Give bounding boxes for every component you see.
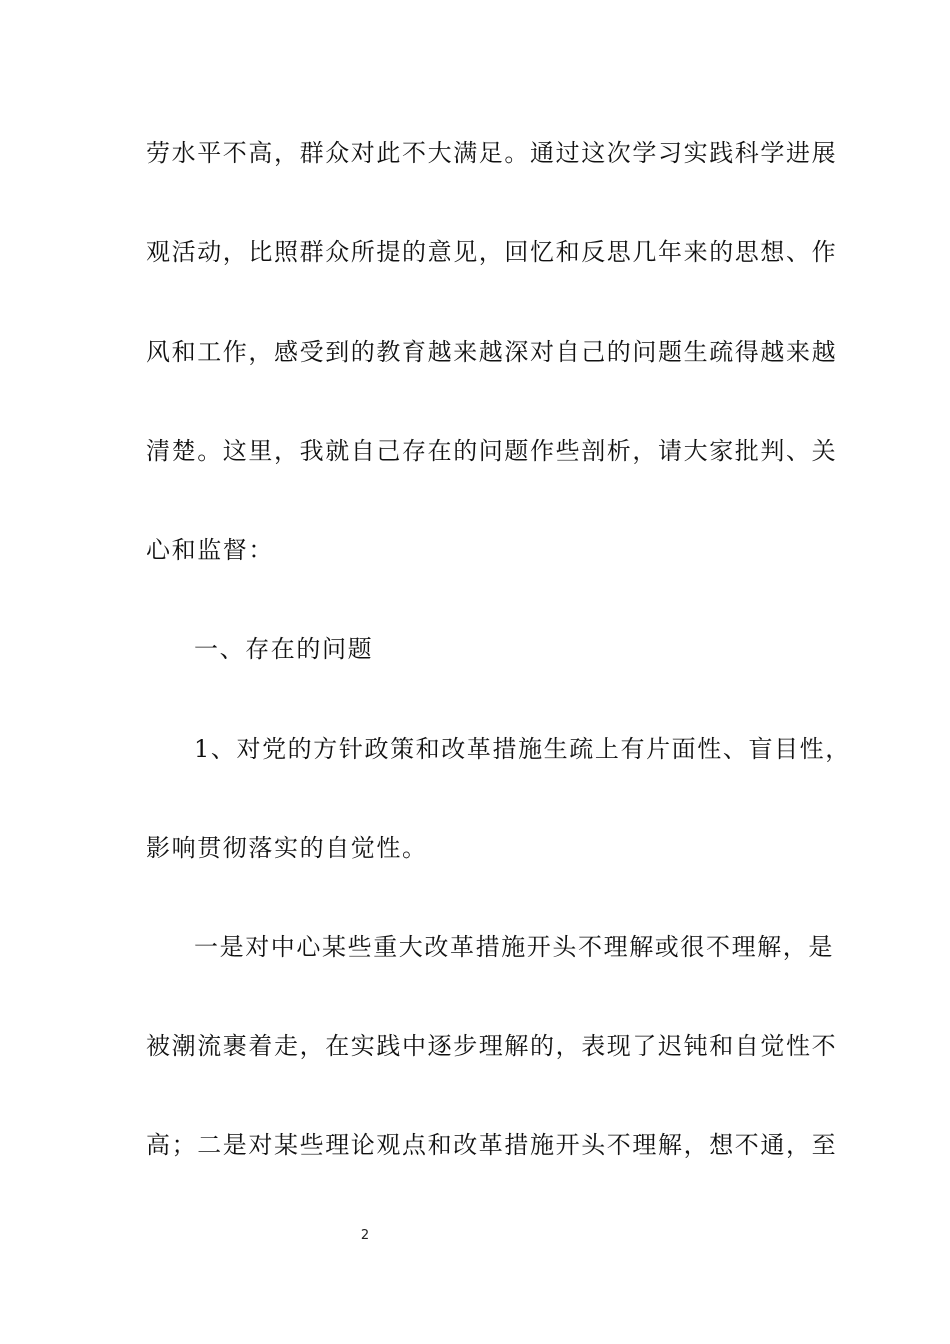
body-text-line: 风和工作，感受到的教育越来越深对自己的问题生疏得越来越 (146, 338, 838, 366)
page-number: 2 (360, 1228, 370, 1243)
body-text-line: 高；二是对某些理论观点和改革措施开头不理解，想不通，至 (146, 1131, 838, 1159)
body-text-line: 心和监督： (146, 536, 274, 564)
body-text-line: 影响贯彻落实的自觉性。 (146, 834, 428, 862)
section-heading: 一、存在的问题 (194, 635, 374, 663)
subsection-heading: 1、对党的方针政策和改革措施生疏上有片面性、盲目性， (194, 735, 851, 763)
body-text-line: 清楚。这里，我就自己存在的问题作些剖析，请大家批判、关 (146, 437, 838, 465)
body-text-line: 劳水平不高，群众对此不大满足。通过这次学习实践科学进展 (146, 139, 838, 167)
body-text-line: 一是对中心某些重大改革措施开头不理解或很不理解，是 (194, 933, 834, 961)
body-text-line: 观活动，比照群众所提的意见，回忆和反思几年来的思想、作 (146, 238, 838, 266)
body-text-line: 被潮流裹着走，在实践中逐步理解的，表现了迟钝和自觉性不 (146, 1032, 838, 1060)
